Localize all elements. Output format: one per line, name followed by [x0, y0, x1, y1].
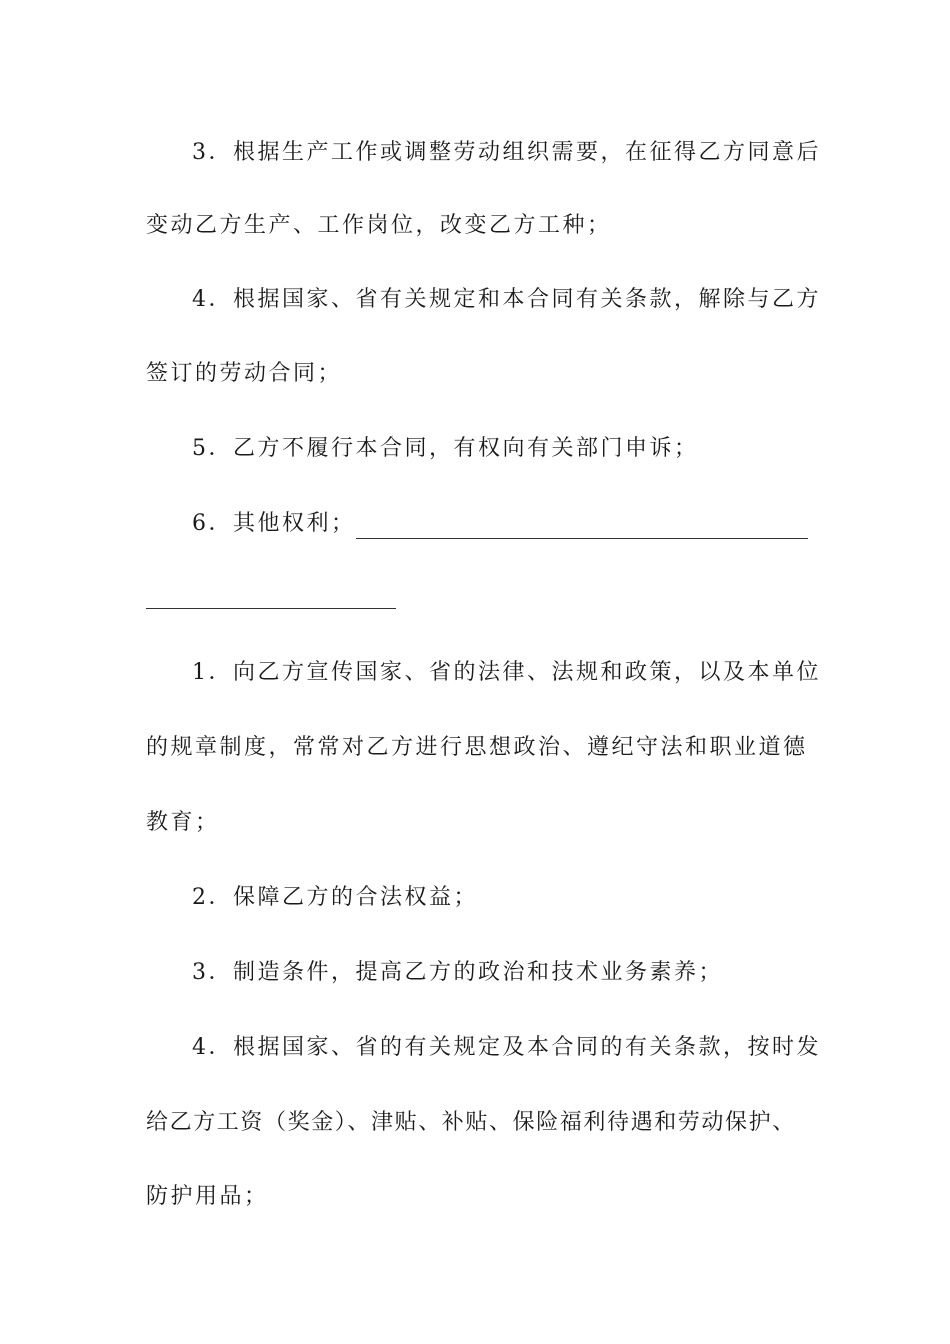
- paragraph-line: 4．根据国家、省有关规定和本合同有关条款，解除与乙方: [192, 287, 821, 312]
- fill-in-blank: [356, 509, 808, 539]
- fill-in-blank-continuation: [146, 608, 396, 609]
- paragraph-line: 3．根据生产工作或调整劳动组织需要，在征得乙方同意后: [192, 140, 821, 165]
- paragraph-line: 4．根据国家、省的有关规定及本合同的有关条款，按时发: [192, 1035, 821, 1060]
- other-rights-line: [192, 509, 812, 539]
- paragraph-line: 给乙方工资（奖金）、津贴、补贴、保险福利待遇和劳动保护、: [146, 1110, 796, 1135]
- paragraph-line: 5．乙方不履行本合同，有权向有关部门申诉；: [192, 436, 699, 461]
- other-rights-label: 6．其他权利；: [192, 511, 356, 536]
- paragraph-line: 2．保障乙方的合法权益；: [192, 885, 478, 910]
- paragraph-line: 变动乙方生产、工作岗位，改变乙方工种；: [146, 213, 612, 238]
- paragraph-line: 签订的劳动合同；: [146, 361, 343, 386]
- paragraph-line: 3．制造条件，提高乙方的政治和技术业务素养；: [192, 960, 723, 985]
- paragraph-line: 防护用品；: [146, 1184, 269, 1209]
- paragraph-line: 1．向乙方宣传国家、省的法律、法规和政策，以及本单位: [192, 660, 821, 685]
- paragraph-line: 的规章制度，常常对乙方进行思想政治、遵纪守法和职业道德: [146, 735, 808, 760]
- paragraph-line: 教育；: [146, 810, 220, 835]
